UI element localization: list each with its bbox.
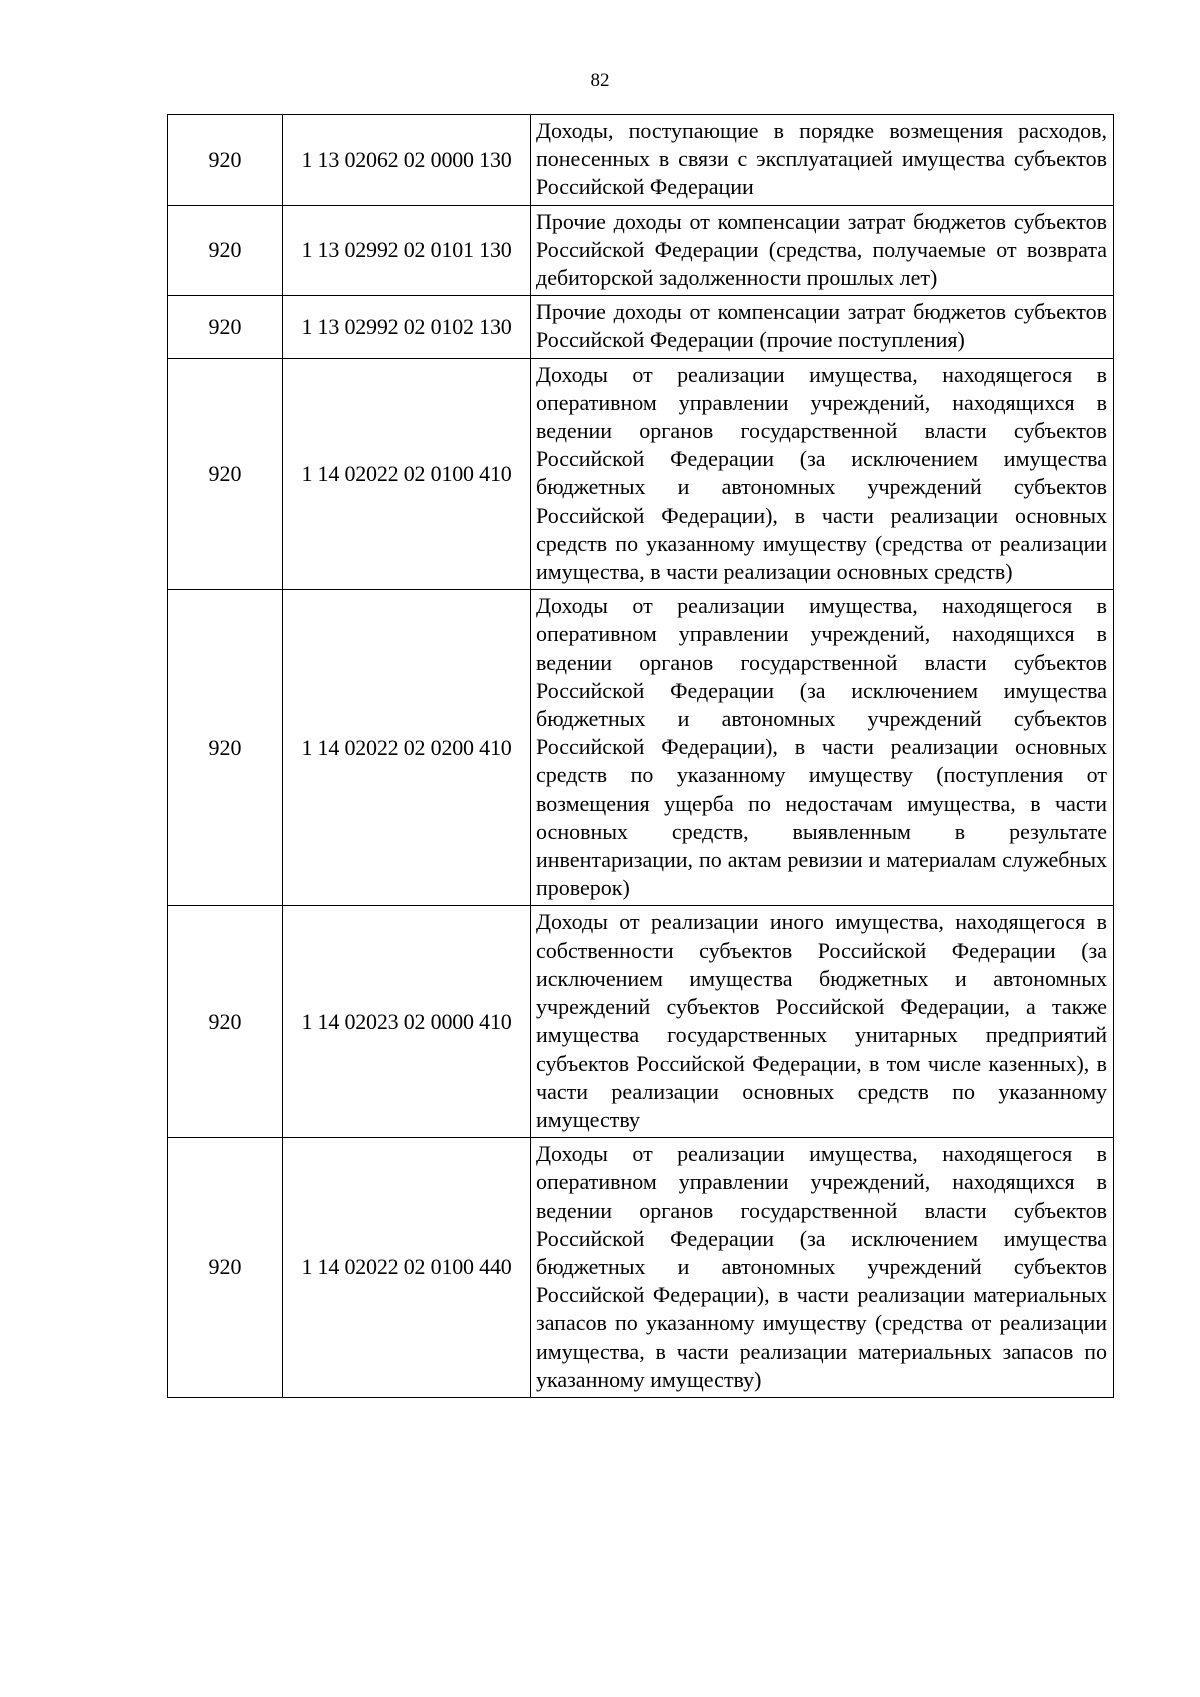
table-row (168, 590, 1114, 906)
administrator-code-cell: 920 (168, 358, 283, 590)
table-row (168, 358, 1114, 590)
page-number: 82 (590, 70, 610, 91)
revenue-description-cell: Доходы от реализации имущества, находящегося в оперативном управлении учреждений, находящихся в ведении органов государственной власти субъектов Российской Федерации (за исключением имущества бюджетных и автономных учреждений субъектов Российской Федерации), в части реализации основных средств по указанному имуществу (поступления от возмещения ущерба по недостачам имущества, в части основных средств, выявленным в результате инвентаризации, по актам ревизии и материалам служебных проверок) (531, 590, 1114, 906)
administrator-code-cell: 920 (168, 906, 283, 1138)
revenue-codes-table (167, 114, 1114, 1398)
table-row (168, 1138, 1114, 1398)
budget-classification-code-cell: 1 13 02992 02 0102 130 (283, 296, 531, 358)
administrator-code-cell: 920 (168, 1138, 283, 1398)
revenue-description-cell: Прочие доходы от компенсации затрат бюджетов субъектов Российской Федерации (прочие поступления) (531, 296, 1114, 358)
budget-classification-code-cell: 1 13 02992 02 0101 130 (283, 205, 531, 296)
revenue-description-cell: Доходы от реализации имущества, находящегося в оперативном управлении учреждений, находящихся в ведении органов государственной власти субъектов Российской Федерации (за исключением имущества бюджетных и автономных учреждений субъектов Российской Федерации), в части реализации основных средств по указанному имуществу (средства от реализации имущества, в части реализации основных средств) (531, 358, 1114, 590)
revenue-description-cell: Доходы, поступающие в порядке возмещения расходов, понесенных в связи с эксплуатацией имущества субъектов Российской Федерации (531, 115, 1114, 206)
revenue-description-cell: Прочие доходы от компенсации затрат бюджетов субъектов Российской Федерации (средства, получаемые от возврата дебиторской задолженности прошлых лет) (531, 205, 1114, 296)
budget-classification-code-cell: 1 14 02022 02 0100 440 (283, 1138, 531, 1398)
table-row (168, 205, 1114, 296)
administrator-code-cell: 920 (168, 205, 283, 296)
administrator-code-cell: 920 (168, 296, 283, 358)
revenue-description-cell: Доходы от реализации имущества, находящегося в оперативном управлении учреждений, находящихся в ведении органов государственной власти субъектов Российской Федерации (за исключением имущества бюджетных и автономных учреждений субъектов Российской Федерации), в части реализации материальных запасов по указанному имуществу (средства от реализации имущества, в части реализации материальных запасов по указанному имуществу) (531, 1138, 1114, 1398)
revenue-description-cell: Доходы от реализации иного имущества, находящегося в собственности субъектов Российской Федерации (за исключением имущества бюджетных и автономных учреждений субъектов Российской Федерации, а также имущества государственных унитарных предприятий субъектов Российской Федерации, в том числе казенных), в части реализации основных средств по указанному имуществу (531, 906, 1114, 1138)
budget-classification-code-cell: 1 14 02022 02 0100 410 (283, 358, 531, 590)
table-row (168, 296, 1114, 358)
table-row (168, 906, 1114, 1138)
table-row (168, 115, 1114, 206)
budget-classification-code-cell: 1 14 02022 02 0200 410 (283, 590, 531, 906)
budget-classification-code-cell: 1 13 02062 02 0000 130 (283, 115, 531, 206)
administrator-code-cell: 920 (168, 115, 283, 206)
administrator-code-cell: 920 (168, 590, 283, 906)
budget-classification-code-cell: 1 14 02023 02 0000 410 (283, 906, 531, 1138)
